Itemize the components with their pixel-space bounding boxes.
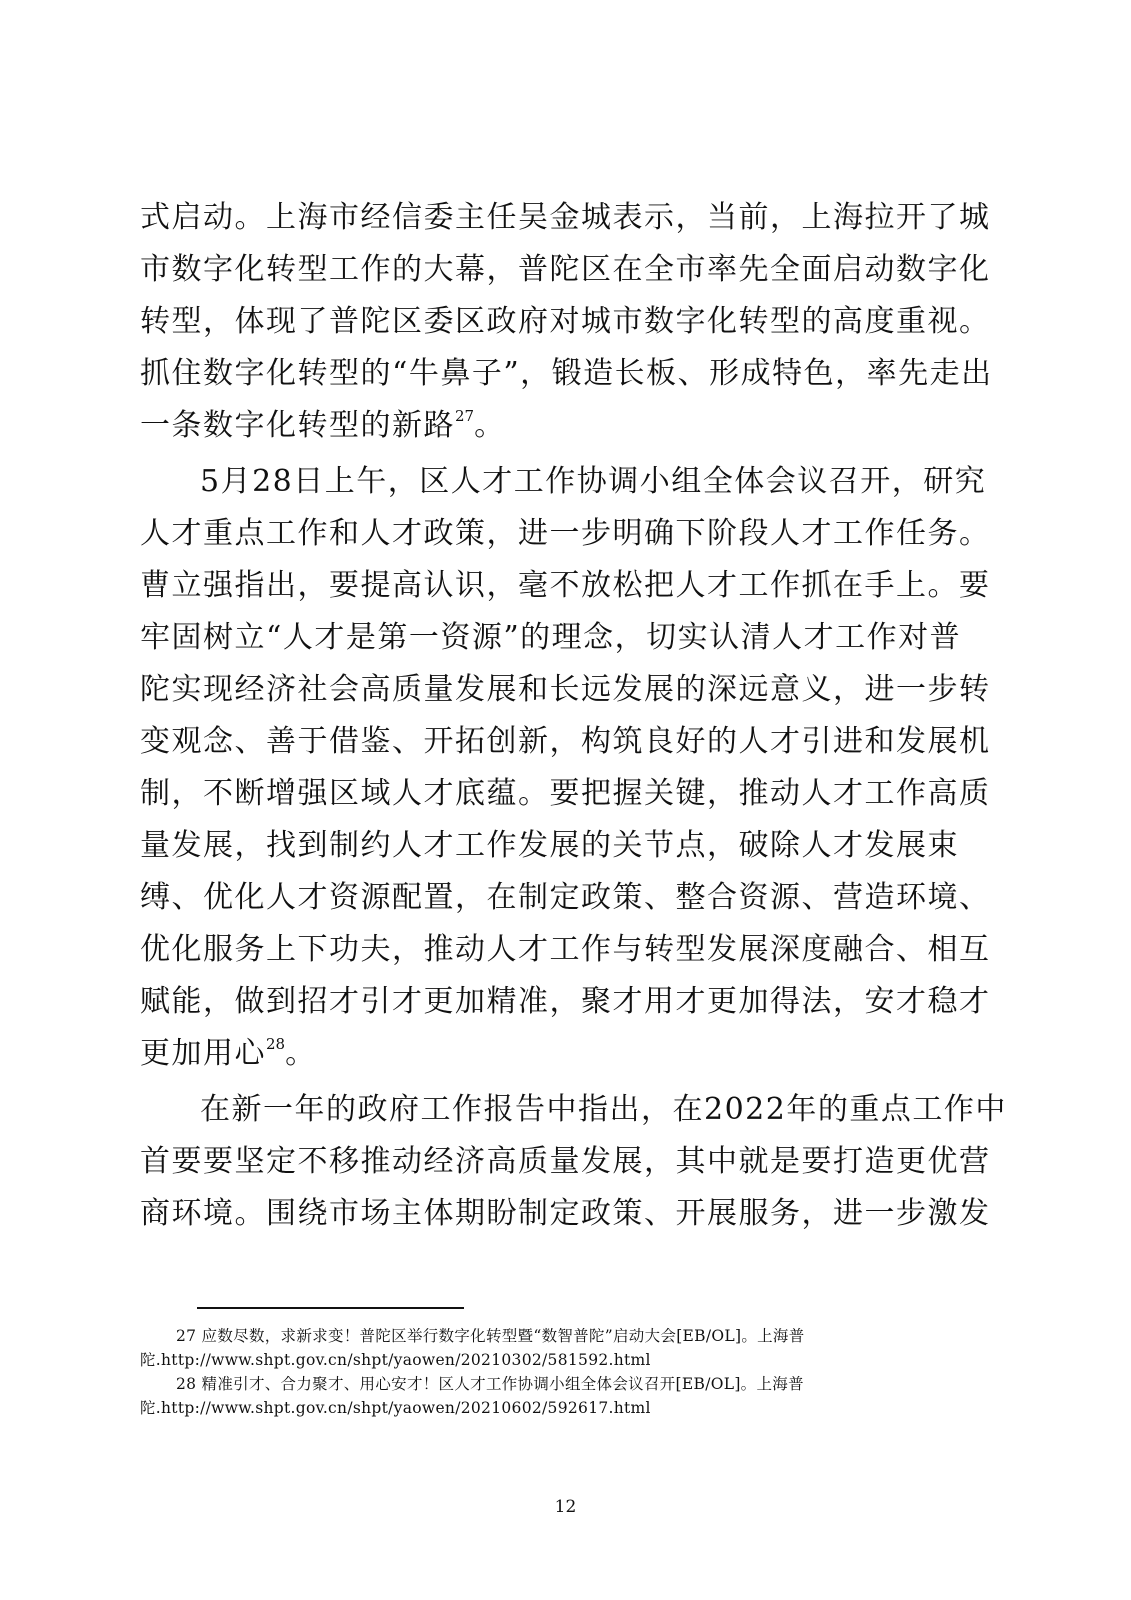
body-line-punct: 。 bbox=[474, 408, 506, 443]
body-line: 转型，体现了普陀区委区政府对城市数字化转型的高度重视。 bbox=[140, 304, 991, 339]
body-line: 牢固树立“人才是第一资源”的理念，切实认清人才工作对普 bbox=[140, 620, 962, 655]
body-line: 市数字化转型工作的大幕，普陀区在全市率先全面启动数字化 bbox=[140, 252, 991, 287]
body-line bbox=[140, 406, 970, 446]
body-line: 制，不断增强区域人才底蕴。要把握关键，推动人才工作高质 bbox=[140, 776, 991, 811]
body-line: 在新一年的政府工作报告中指出，在2022年的重点工作中 bbox=[200, 1092, 1007, 1127]
body-line-text: 一条数字化转型的新路 bbox=[140, 408, 455, 443]
body-line-text: 更加用心 bbox=[140, 1036, 266, 1071]
body-line: 人才重点工作和人才政策，进一步明确下阶段人才工作任务。 bbox=[140, 516, 991, 551]
body-line bbox=[140, 1034, 970, 1074]
body-line: 缚、优化人才资源配置，在制定政策、整合资源、营造环境、 bbox=[140, 880, 991, 915]
footnote-28: 28 精准引才、合力聚才、用心安才！区人才工作协调小组全体会议召开[EB/OL]。上海普 bbox=[176, 1375, 804, 1393]
body-line: 赋能，做到招才引才更加精准，聚才用才更加得法，安才稳才 bbox=[140, 984, 991, 1019]
body-line: 抓住数字化转型的“牛鼻子”，锻造长板、形成特色，率先走出 bbox=[140, 356, 993, 391]
footnote-ref-28[interactable]: 28 bbox=[266, 1035, 286, 1053]
body-line: 曹立强指出，要提高认识，毫不放松把人才工作抓在手上。要 bbox=[140, 568, 991, 603]
body-line: 商环境。围绕市场主体期盼制定政策、开展服务，进一步激发 bbox=[140, 1196, 991, 1231]
body-line: 5月28日上午，区人才工作协调小组全体会议召开，研究 bbox=[200, 464, 987, 499]
body-line: 变观念、善于借鉴、开拓创新，构筑良好的人才引进和发展机 bbox=[140, 724, 991, 759]
body-line: 量发展，找到制约人才工作发展的关节点，破除人才发展束 bbox=[140, 828, 959, 863]
footnote-27: 27 应数尽数，求新求变！普陀区举行数字化转型暨“数智普陀”启动大会[EB/OL]。上海普 bbox=[176, 1327, 805, 1345]
footnote-separator bbox=[197, 1307, 464, 1309]
page-number: 12 bbox=[554, 1497, 577, 1517]
body-line: 式启动。上海市经信委主任吴金城表示，当前，上海拉开了城 bbox=[140, 200, 991, 235]
body-line: 陀实现经济社会高质量发展和长远发展的深远意义，进一步转 bbox=[140, 672, 991, 707]
body-line: 首要要坚定不移推动经济高质量发展，其中就是要打造更优营 bbox=[140, 1144, 991, 1179]
footnote-28-link[interactable]: 陀.http://www.shpt.gov.cn/shpt/yaowen/20210602/592617.html bbox=[140, 1399, 651, 1417]
footnote-ref-27[interactable]: 27 bbox=[455, 407, 475, 425]
body-line: 优化服务上下功夫，推动人才工作与转型发展深度融合、相互 bbox=[140, 932, 991, 967]
footnote-27-link[interactable]: 陀.http://www.shpt.gov.cn/shpt/yaowen/20210302/581592.html bbox=[140, 1351, 651, 1369]
body-line-punct: 。 bbox=[285, 1036, 317, 1071]
